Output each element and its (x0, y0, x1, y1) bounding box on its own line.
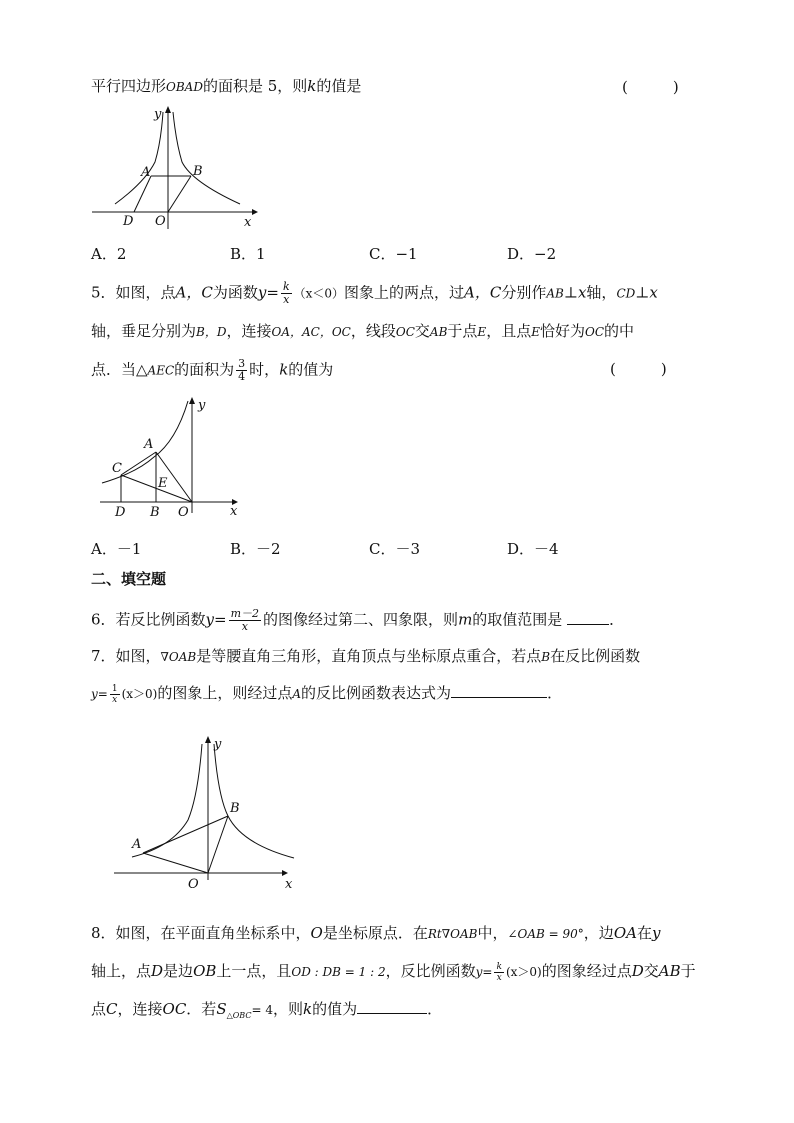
q7-curve-left (132, 744, 202, 857)
q4-label-x: x (244, 215, 252, 230)
q6-answer-blank[interactable] (567, 610, 609, 625)
q4-stem: 平行四边形OBAD的面积是 5，则k的值是 (91, 77, 362, 95)
q7-stem-line1: 7．如图，∇OAB是等腰直角三角形，直角顶点与坐标原点重合，若点B在反比例函数 (91, 647, 641, 665)
q7-label-B: B (230, 801, 240, 816)
q5-option-a[interactable]: A．－1 (91, 540, 142, 558)
q7-y-arrow (205, 736, 211, 743)
q4-option-b[interactable]: B．1 (230, 245, 266, 263)
q5-stem-line2: 轴，垂足分别为B，D，连接OA，AC，OC，线段OC交AB于点E，且点E恰好为OC的中 (91, 322, 635, 340)
q5-label-C: C (112, 461, 122, 476)
q7-stem-line2: y= $\frac{1}{x}$ (x＞0)的图象上，则经过点A的反比例函数表达式为 ． (91, 683, 563, 705)
q4-x-arrow (252, 209, 258, 215)
q5-fraction-three-quarters: $\frac{3}{4}$ (238, 357, 246, 383)
q7-answer-blank[interactable] (451, 683, 547, 698)
q4-seg-OB (168, 176, 191, 212)
q4-option-c[interactable]: C．−1 (369, 245, 418, 263)
q7-seg-OB (208, 816, 228, 873)
q4-label-D: D (123, 214, 134, 229)
q5-option-d[interactable]: D．－4 (507, 540, 559, 558)
q7-fraction: $\frac{1}{x}$ (111, 683, 118, 705)
q5-option-b[interactable]: B．－2 (230, 540, 281, 558)
q8-stem-line1: 8．如图，在平面直角坐标系中，O是坐标原点．在Rt∇OAB中，∠OAB = 90°，边OA在y (91, 924, 661, 942)
q4-y-arrow (165, 106, 171, 113)
q5-seg-CA (121, 452, 156, 475)
q5-option-c[interactable]: C．－3 (369, 540, 421, 558)
q4-label-y: y (154, 107, 162, 122)
q5-label-E: E (158, 476, 168, 491)
section-fill-in-title: 二、填空题 (91, 570, 167, 588)
q6-stem: 6．若反比例函数y= $\frac{m-2}{x}$ 的图像经过第二、四象限，则m的取值范围是 ． (91, 607, 625, 633)
q7-x-arrow (282, 870, 288, 876)
q4-seg-DA (134, 176, 151, 212)
q5-y-arrow (189, 397, 195, 404)
q7-figure (110, 732, 310, 892)
q4-label-O: O (155, 214, 166, 229)
q5-stem-line1: 5．如图，点A，C为函数y= $\frac{k}{x}$ （x＜0）图象上的两点，过A，C分别作AB⊥x轴，CD⊥x (91, 280, 658, 306)
q7-seg-AB (143, 816, 228, 853)
q5-stem-line3: 点．当△AEC的面积为 $\frac{3}{4}$ 时，k的值为 (91, 357, 334, 383)
q8-fraction: $\frac{k}{x}$ (496, 961, 502, 983)
q7-label-A: A (132, 837, 142, 852)
q4-option-d[interactable]: D．−2 (507, 245, 557, 263)
q4-curve-right (173, 112, 240, 204)
q5-label-A: A (144, 437, 154, 452)
q5-label-O: O (178, 505, 189, 520)
q5-figure (96, 395, 256, 525)
q7-seg-AO (143, 853, 208, 873)
q5-label-D: D (115, 505, 126, 520)
q4-answer-paren: ( ) (622, 78, 679, 96)
q5-label-y: y (198, 398, 206, 413)
q7-label-O: O (188, 877, 199, 892)
q7-label-y: y (214, 737, 222, 752)
q5-label-B: B (150, 505, 160, 520)
q5-answer-paren: ( ) (610, 360, 667, 378)
q4-label-B: B (193, 164, 203, 179)
q8-stem-line2: 轴上，点D是边OB上一点，且OD : DB = 1 : 2，反比例函数y= $\frac{k}{x}$ (x＞0)的图象经过点D交AB于 (91, 961, 696, 983)
q4-label-A: A (141, 165, 151, 180)
q7-label-x: x (285, 877, 293, 892)
q4-figure (90, 104, 260, 234)
q5-fraction-k-over-x: $\frac{k}{x}$ (282, 280, 290, 306)
q5-label-x: x (230, 504, 238, 519)
q6-fraction: $\frac{m-2}{x}$ (230, 607, 260, 633)
q8-stem-line3: 点C，连接OC．若$S_{\triangle OBC}= 4$，则k的值为 ． (91, 1000, 443, 1020)
q7-curve-right (214, 744, 294, 858)
q4-option-a[interactable]: A．2 (91, 245, 127, 263)
q8-answer-blank[interactable] (357, 999, 427, 1014)
q4-curve-left (115, 112, 163, 204)
